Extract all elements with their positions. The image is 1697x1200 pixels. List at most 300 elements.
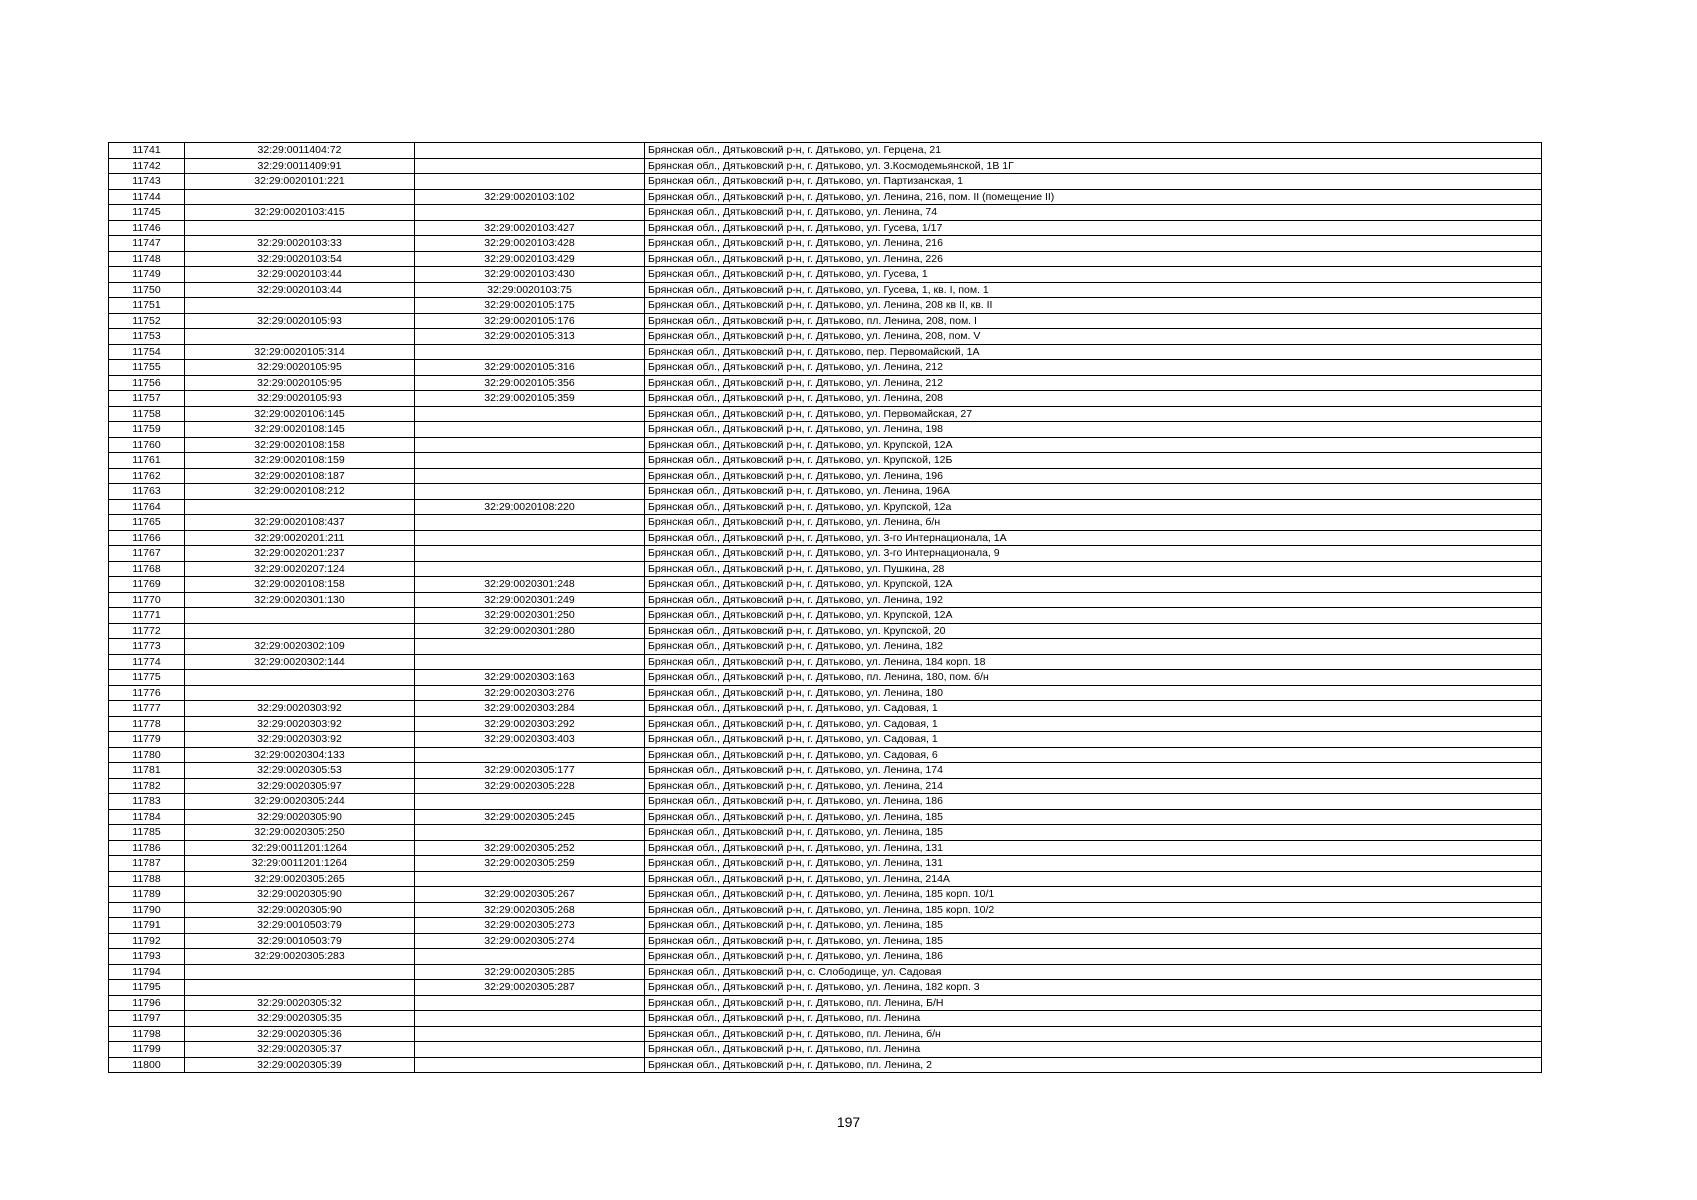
- row-number-cell: 11795: [109, 980, 185, 996]
- table-row: [109, 995, 1542, 1011]
- address-cell: Брянская обл., Дятьковский р-н, г. Дятьково, ул. Ленина, 192: [645, 592, 1542, 608]
- row-number-cell: 11762: [109, 468, 185, 484]
- cadastral-number-cell: 32:29:0020103:415: [185, 205, 415, 221]
- cadastral-number-cell: 32:29:0020305:37: [185, 1042, 415, 1058]
- cadastral-number-cell: 32:29:0020108:187: [185, 468, 415, 484]
- cadastral-number-cell: 32:29:0010503:79: [185, 933, 415, 949]
- cadastral-number-cell: 32:29:0020108:159: [185, 453, 415, 469]
- address-cell: Брянская обл., Дятьковский р-н, г. Дятьково, ул. Ленина, 180: [645, 685, 1542, 701]
- cadastral-number-cell: 32:29:0020105:93: [185, 313, 415, 329]
- related-cadastral-number-cell: 32:29:0020105:175: [415, 298, 645, 314]
- related-cadastral-number-cell: [415, 422, 645, 438]
- table-row: [109, 251, 1542, 267]
- row-number-cell: 11756: [109, 375, 185, 391]
- table-row: [109, 716, 1542, 732]
- related-cadastral-number-cell: 32:29:0020303:276: [415, 685, 645, 701]
- page-number: 197: [836, 1114, 861, 1130]
- table-row: [109, 499, 1542, 515]
- row-number-cell: 11751: [109, 298, 185, 314]
- cadastral-number-cell: 32:29:0020103:44: [185, 282, 415, 298]
- row-number-cell: 11742: [109, 158, 185, 174]
- table-row: [109, 1042, 1542, 1058]
- cadastral-number-cell: 32:29:0020303:92: [185, 732, 415, 748]
- related-cadastral-number-cell: 32:29:0020301:248: [415, 577, 645, 593]
- related-cadastral-number-cell: 32:29:0020103:75: [415, 282, 645, 298]
- address-cell: Брянская обл., Дятьковский р-н, г. Дятьково, ул. Гусева, 1: [645, 267, 1542, 283]
- cadastral-number-cell: [185, 608, 415, 624]
- row-number-cell: 11781: [109, 763, 185, 779]
- table-row: [109, 933, 1542, 949]
- row-number-cell: 11769: [109, 577, 185, 593]
- related-cadastral-number-cell: 32:29:0020301:249: [415, 592, 645, 608]
- table-row: [109, 670, 1542, 686]
- table-row: [109, 391, 1542, 407]
- cadastral-number-cell: 32:29:0020108:158: [185, 437, 415, 453]
- cadastral-number-cell: 32:29:0020305:39: [185, 1057, 415, 1073]
- address-cell: Брянская обл., Дятьковский р-н, г. Дятьково, ул. Ленина, 186: [645, 794, 1542, 810]
- row-number-cell: 11800: [109, 1057, 185, 1073]
- address-cell: Брянская обл., Дятьковский р-н, г. Дятьково, пл. Ленина: [645, 1011, 1542, 1027]
- related-cadastral-number-cell: [415, 143, 645, 159]
- row-number-cell: 11778: [109, 716, 185, 732]
- cadastral-number-cell: 32:29:0020108:158: [185, 577, 415, 593]
- related-cadastral-number-cell: [415, 825, 645, 841]
- table-row: [109, 546, 1542, 562]
- table-row: [109, 747, 1542, 763]
- address-cell: Брянская обл., Дятьковский р-н, г. Дятьково, ул. Крупской, 12А: [645, 437, 1542, 453]
- related-cadastral-number-cell: 32:29:0020305:259: [415, 856, 645, 872]
- table-row: [109, 406, 1542, 422]
- address-cell: Брянская обл., Дятьковский р-н, г. Дятьково, пер. Первомайский, 1А: [645, 344, 1542, 360]
- address-cell: Брянская обл., Дятьковский р-н, г. Дятьково, ул. Ленина, 182: [645, 639, 1542, 655]
- table-row: [109, 453, 1542, 469]
- row-number-cell: 11785: [109, 825, 185, 841]
- row-number-cell: 11788: [109, 871, 185, 887]
- row-number-cell: 11748: [109, 251, 185, 267]
- related-cadastral-number-cell: 32:29:0020108:220: [415, 499, 645, 515]
- row-number-cell: 11798: [109, 1026, 185, 1042]
- related-cadastral-number-cell: [415, 794, 645, 810]
- address-cell: Брянская обл., Дятьковский р-н, г. Дятьково, пл. Ленина, б/н: [645, 1026, 1542, 1042]
- related-cadastral-number-cell: [415, 1057, 645, 1073]
- related-cadastral-number-cell: [415, 344, 645, 360]
- address-cell: Брянская обл., Дятьковский р-н, г. Дятьково, ул. Крупской, 12Б: [645, 453, 1542, 469]
- related-cadastral-number-cell: 32:29:0020305:273: [415, 918, 645, 934]
- row-number-cell: 11763: [109, 484, 185, 500]
- table-row: [109, 1026, 1542, 1042]
- address-cell: Брянская обл., Дятьковский р-н, г. Дятьково, ул. Крупской, 12а: [645, 499, 1542, 515]
- row-number-cell: 11758: [109, 406, 185, 422]
- related-cadastral-number-cell: [415, 468, 645, 484]
- address-cell: Брянская обл., Дятьковский р-н, г. Дятьково, ул. Ленина, 214: [645, 778, 1542, 794]
- related-cadastral-number-cell: 32:29:0020303:292: [415, 716, 645, 732]
- row-number-cell: 11744: [109, 189, 185, 205]
- address-cell: Брянская обл., Дятьковский р-н, г. Дятьково, ул. Ленина, 198: [645, 422, 1542, 438]
- address-cell: Брянская обл., Дятьковский р-н, г. Дятьково, ул. Крупской, 12А: [645, 577, 1542, 593]
- address-cell: Брянская обл., Дятьковский р-н, г. Дятьково, ул. Гусева, 1, кв. I, пом. 1: [645, 282, 1542, 298]
- cadastral-number-cell: [185, 329, 415, 345]
- address-cell: Брянская обл., Дятьковский р-н, г. Дятьково, ул. Ленина, 185: [645, 825, 1542, 841]
- address-cell: Брянская обл., Дятьковский р-н, г. Дятьково, ул. Ленина, 186: [645, 949, 1542, 965]
- related-cadastral-number-cell: 32:29:0020105:316: [415, 360, 645, 376]
- cadastral-number-cell: 32:29:0020105:95: [185, 360, 415, 376]
- row-number-cell: 11776: [109, 685, 185, 701]
- table-row: [109, 468, 1542, 484]
- table-row: [109, 189, 1542, 205]
- row-number-cell: 11764: [109, 499, 185, 515]
- row-number-cell: 11777: [109, 701, 185, 717]
- table-row: [109, 422, 1542, 438]
- cadastral-number-cell: 32:29:0020105:95: [185, 375, 415, 391]
- address-cell: Брянская обл., Дятьковский р-н, г. Дятьково, ул. Крупской, 20: [645, 623, 1542, 639]
- cadastral-number-cell: 32:29:0011404:72: [185, 143, 415, 159]
- row-number-cell: 11749: [109, 267, 185, 283]
- cadastral-number-cell: 32:29:0020108:145: [185, 422, 415, 438]
- cadastral-number-cell: 32:29:0020101:221: [185, 174, 415, 190]
- address-cell: Брянская обл., Дятьковский р-н, г. Дятьково, ул. Садовая, 6: [645, 747, 1542, 763]
- row-number-cell: 11794: [109, 964, 185, 980]
- cadastral-number-cell: 32:29:0011409:91: [185, 158, 415, 174]
- related-cadastral-number-cell: 32:29:0020305:267: [415, 887, 645, 903]
- cadastral-number-cell: [185, 499, 415, 515]
- row-number-cell: 11780: [109, 747, 185, 763]
- related-cadastral-number-cell: 32:29:0020305:268: [415, 902, 645, 918]
- related-cadastral-number-cell: 32:29:0020305:177: [415, 763, 645, 779]
- cadastral-number-cell: 32:29:0020305:283: [185, 949, 415, 965]
- address-cell: Брянская обл., Дятьковский р-н, г. Дятьково, ул. Ленина, 182 корп. 3: [645, 980, 1542, 996]
- row-number-cell: 11761: [109, 453, 185, 469]
- table-row: [109, 267, 1542, 283]
- row-number-cell: 11789: [109, 887, 185, 903]
- cadastral-number-cell: [185, 980, 415, 996]
- row-number-cell: 11753: [109, 329, 185, 345]
- registry-table: [108, 142, 1542, 1073]
- cadastral-number-cell: 32:29:0020305:250: [185, 825, 415, 841]
- row-number-cell: 11783: [109, 794, 185, 810]
- cadastral-number-cell: 32:29:0020201:211: [185, 530, 415, 546]
- row-number-cell: 11784: [109, 809, 185, 825]
- related-cadastral-number-cell: [415, 654, 645, 670]
- address-cell: Брянская обл., Дятьковский р-н, г. Дятьково, ул. Ленина, 74: [645, 205, 1542, 221]
- related-cadastral-number-cell: [415, 871, 645, 887]
- row-number-cell: 11766: [109, 530, 185, 546]
- table-row: [109, 437, 1542, 453]
- address-cell: Брянская обл., Дятьковский р-н, г. Дятьково, ул. Ленина, 214А: [645, 871, 1542, 887]
- address-cell: Брянская обл., Дятьковский р-н, г. Дятьково, ул. Ленина, 196А: [645, 484, 1542, 500]
- row-number-cell: 11793: [109, 949, 185, 965]
- related-cadastral-number-cell: 32:29:0020105:176: [415, 313, 645, 329]
- cadastral-number-cell: [185, 964, 415, 980]
- cadastral-number-cell: [185, 685, 415, 701]
- table-row: [109, 685, 1542, 701]
- table-row: [109, 778, 1542, 794]
- cadastral-number-cell: 32:29:0011201:1264: [185, 856, 415, 872]
- address-cell: Брянская обл., Дятьковский р-н, г. Дятьково, пл. Ленина: [645, 1042, 1542, 1058]
- related-cadastral-number-cell: 32:29:0020103:102: [415, 189, 645, 205]
- related-cadastral-number-cell: [415, 453, 645, 469]
- cadastral-number-cell: [185, 623, 415, 639]
- table-row: [109, 902, 1542, 918]
- address-cell: Брянская обл., Дятьковский р-н, г. Дятьково, ул. Ленина, 208: [645, 391, 1542, 407]
- cadastral-number-cell: 32:29:0020301:130: [185, 592, 415, 608]
- cadastral-number-cell: 32:29:0020302:109: [185, 639, 415, 655]
- related-cadastral-number-cell: [415, 437, 645, 453]
- related-cadastral-number-cell: [415, 1011, 645, 1027]
- row-number-cell: 11786: [109, 840, 185, 856]
- address-cell: Брянская обл., Дятьковский р-н, г. Дятьково, ул. Ленина, 185: [645, 933, 1542, 949]
- row-number-cell: 11772: [109, 623, 185, 639]
- address-cell: Брянская обл., Дятьковский р-н, г. Дятьково, ул. Садовая, 1: [645, 716, 1542, 732]
- table-row: [109, 654, 1542, 670]
- related-cadastral-number-cell: 32:29:0020305:274: [415, 933, 645, 949]
- address-cell: Брянская обл., Дятьковский р-н, г. Дятьково, ул. Ленина, 185 корп. 10/1: [645, 887, 1542, 903]
- table-row: [109, 158, 1542, 174]
- table-row: [109, 577, 1542, 593]
- table-row: [109, 732, 1542, 748]
- table-row: [109, 809, 1542, 825]
- table-row: [109, 949, 1542, 965]
- cadastral-number-cell: 32:29:0010503:79: [185, 918, 415, 934]
- cadastral-number-cell: 32:29:0011201:1264: [185, 840, 415, 856]
- address-cell: Брянская обл., Дятьковский р-н, г. Дятьково, ул. Крупской, 12А: [645, 608, 1542, 624]
- table-row: [109, 220, 1542, 236]
- row-number-cell: 11741: [109, 143, 185, 159]
- table-row: [109, 282, 1542, 298]
- address-cell: Брянская обл., Дятьковский р-н, г. Дятьково, ул. Ленина, 185: [645, 809, 1542, 825]
- address-cell: Брянская обл., Дятьковский р-н, г. Дятьково, ул. Ленина, 196: [645, 468, 1542, 484]
- address-cell: Брянская обл., Дятьковский р-н, г. Дятьково, ул. Ленина, 216: [645, 236, 1542, 252]
- related-cadastral-number-cell: [415, 639, 645, 655]
- address-cell: Брянская обл., Дятьковский р-н, с. Слободище, ул. Садовая: [645, 964, 1542, 980]
- table-row: [109, 980, 1542, 996]
- cadastral-number-cell: 32:29:0020108:212: [185, 484, 415, 500]
- related-cadastral-number-cell: [415, 205, 645, 221]
- related-cadastral-number-cell: 32:29:0020105:359: [415, 391, 645, 407]
- related-cadastral-number-cell: 32:29:0020301:250: [415, 608, 645, 624]
- row-number-cell: 11767: [109, 546, 185, 562]
- table-row: [109, 298, 1542, 314]
- related-cadastral-number-cell: 32:29:0020303:163: [415, 670, 645, 686]
- row-number-cell: 11752: [109, 313, 185, 329]
- related-cadastral-number-cell: 32:29:0020305:245: [415, 809, 645, 825]
- cadastral-number-cell: 32:29:0020305:90: [185, 809, 415, 825]
- table-row: [109, 515, 1542, 531]
- table-row: [109, 856, 1542, 872]
- address-cell: Брянская обл., Дятьковский р-н, г. Дятьково, ул. Ленина, 131: [645, 840, 1542, 856]
- address-cell: Брянская обл., Дятьковский р-н, г. Дятьково, ул. Ленина, 131: [645, 856, 1542, 872]
- related-cadastral-number-cell: 32:29:0020103:428: [415, 236, 645, 252]
- row-number-cell: 11792: [109, 933, 185, 949]
- table-row: [109, 143, 1542, 159]
- related-cadastral-number-cell: [415, 1042, 645, 1058]
- table-row: [109, 561, 1542, 577]
- cadastral-number-cell: 32:29:0020103:44: [185, 267, 415, 283]
- address-cell: Брянская обл., Дятьковский р-н, г. Дятьково, ул. Ленина, 212: [645, 360, 1542, 376]
- row-number-cell: 11787: [109, 856, 185, 872]
- address-cell: Брянская обл., Дятьковский р-н, г. Дятьково, ул. Ленина, 174: [645, 763, 1542, 779]
- row-number-cell: 11775: [109, 670, 185, 686]
- address-cell: Брянская обл., Дятьковский р-н, г. Дятьково, ул. З.Космодемьянской, 1В 1Г: [645, 158, 1542, 174]
- table-row: [109, 918, 1542, 934]
- table-row: [109, 174, 1542, 190]
- table-row: [109, 484, 1542, 500]
- table-row: [109, 592, 1542, 608]
- row-number-cell: 11746: [109, 220, 185, 236]
- related-cadastral-number-cell: [415, 1026, 645, 1042]
- cadastral-number-cell: 32:29:0020305:53: [185, 763, 415, 779]
- table-row: [109, 360, 1542, 376]
- row-number-cell: 11743: [109, 174, 185, 190]
- table-row: [109, 887, 1542, 903]
- table-row: [109, 964, 1542, 980]
- row-number-cell: 11755: [109, 360, 185, 376]
- row-number-cell: 11773: [109, 639, 185, 655]
- row-number-cell: 11745: [109, 205, 185, 221]
- row-number-cell: 11771: [109, 608, 185, 624]
- row-number-cell: 11750: [109, 282, 185, 298]
- row-number-cell: 11782: [109, 778, 185, 794]
- cadastral-number-cell: 32:29:0020305:35: [185, 1011, 415, 1027]
- related-cadastral-number-cell: [415, 546, 645, 562]
- cadastral-number-cell: 32:29:0020305:90: [185, 887, 415, 903]
- cadastral-number-cell: 32:29:0020207:124: [185, 561, 415, 577]
- address-cell: Брянская обл., Дятьковский р-н, г. Дятьково, ул. Ленина, 185 корп. 10/2: [645, 902, 1542, 918]
- related-cadastral-number-cell: 32:29:0020305:287: [415, 980, 645, 996]
- related-cadastral-number-cell: [415, 949, 645, 965]
- cadastral-number-cell: 32:29:0020103:33: [185, 236, 415, 252]
- related-cadastral-number-cell: [415, 747, 645, 763]
- registry-table-body: [109, 143, 1542, 1073]
- table-row: [109, 825, 1542, 841]
- table-row: [109, 1057, 1542, 1073]
- table-row: [109, 840, 1542, 856]
- related-cadastral-number-cell: [415, 406, 645, 422]
- related-cadastral-number-cell: 32:29:0020105:356: [415, 375, 645, 391]
- related-cadastral-number-cell: 32:29:0020301:280: [415, 623, 645, 639]
- row-number-cell: 11770: [109, 592, 185, 608]
- related-cadastral-number-cell: 32:29:0020103:429: [415, 251, 645, 267]
- table-row: [109, 608, 1542, 624]
- address-cell: Брянская обл., Дятьковский р-н, г. Дятьково, ул. Ленина, б/н: [645, 515, 1542, 531]
- cadastral-number-cell: 32:29:0020105:93: [185, 391, 415, 407]
- related-cadastral-number-cell: [415, 995, 645, 1011]
- cadastral-number-cell: 32:29:0020106:145: [185, 406, 415, 422]
- address-cell: Брянская обл., Дятьковский р-н, г. Дятьково, ул. Ленина, 216, пом. II (помещение II): [645, 189, 1542, 205]
- cadastral-number-cell: 32:29:0020105:314: [185, 344, 415, 360]
- address-cell: Брянская обл., Дятьковский р-н, г. Дятьково, пл. Ленина, 180, пом. б/н: [645, 670, 1542, 686]
- related-cadastral-number-cell: 32:29:0020305:228: [415, 778, 645, 794]
- table-row: [109, 871, 1542, 887]
- address-cell: Брянская обл., Дятьковский р-н, г. Дятьково, ул. Ленина, 208, пом. V: [645, 329, 1542, 345]
- cadastral-number-cell: [185, 670, 415, 686]
- related-cadastral-number-cell: [415, 530, 645, 546]
- address-cell: Брянская обл., Дятьковский р-н, г. Дятьково, ул. Ленина, 226: [645, 251, 1542, 267]
- table-row: [109, 623, 1542, 639]
- related-cadastral-number-cell: [415, 174, 645, 190]
- address-cell: Брянская обл., Дятьковский р-н, г. Дятьково, ул. Ленина, 208 кв II, кв. II: [645, 298, 1542, 314]
- cadastral-number-cell: 32:29:0020305:36: [185, 1026, 415, 1042]
- cadastral-number-cell: 32:29:0020305:244: [185, 794, 415, 810]
- row-number-cell: 11779: [109, 732, 185, 748]
- row-number-cell: 11774: [109, 654, 185, 670]
- row-number-cell: 11754: [109, 344, 185, 360]
- address-cell: Брянская обл., Дятьковский р-н, г. Дятьково, пл. Ленина, 2: [645, 1057, 1542, 1073]
- row-number-cell: 11791: [109, 918, 185, 934]
- table-row: [109, 329, 1542, 345]
- row-number-cell: 11757: [109, 391, 185, 407]
- address-cell: Брянская обл., Дятьковский р-н, г. Дятьково, ул. Ленина, 184 корп. 18: [645, 654, 1542, 670]
- cadastral-number-cell: 32:29:0020305:97: [185, 778, 415, 794]
- row-number-cell: 11799: [109, 1042, 185, 1058]
- address-cell: Брянская обл., Дятьковский р-н, г. Дятьково, ул. Партизанская, 1: [645, 174, 1542, 190]
- address-cell: Брянская обл., Дятьковский р-н, г. Дятьково, пл. Ленина, 208, пом. I: [645, 313, 1542, 329]
- row-number-cell: 11760: [109, 437, 185, 453]
- cadastral-number-cell: 32:29:0020305:32: [185, 995, 415, 1011]
- row-number-cell: 11747: [109, 236, 185, 252]
- row-number-cell: 11790: [109, 902, 185, 918]
- cadastral-number-cell: [185, 220, 415, 236]
- related-cadastral-number-cell: 32:29:0020305:285: [415, 964, 645, 980]
- related-cadastral-number-cell: 32:29:0020103:430: [415, 267, 645, 283]
- cadastral-number-cell: [185, 189, 415, 205]
- cadastral-number-cell: 32:29:0020305:265: [185, 871, 415, 887]
- related-cadastral-number-cell: [415, 561, 645, 577]
- table-row: [109, 763, 1542, 779]
- row-number-cell: 11759: [109, 422, 185, 438]
- table-row: [109, 313, 1542, 329]
- address-cell: Брянская обл., Дятьковский р-н, г. Дятьково, ул. Первомайская, 27: [645, 406, 1542, 422]
- related-cadastral-number-cell: 32:29:0020305:252: [415, 840, 645, 856]
- table-row: [109, 701, 1542, 717]
- address-cell: Брянская обл., Дятьковский р-н, г. Дятьково, пл. Ленина, Б/Н: [645, 995, 1542, 1011]
- address-cell: Брянская обл., Дятьковский р-н, г. Дятьково, ул. Ленина, 185: [645, 918, 1542, 934]
- cadastral-number-cell: 32:29:0020302:144: [185, 654, 415, 670]
- cadastral-number-cell: 32:29:0020103:54: [185, 251, 415, 267]
- table-row: [109, 236, 1542, 252]
- address-cell: Брянская обл., Дятьковский р-н, г. Дятьково, ул. Гусева, 1/17: [645, 220, 1542, 236]
- table-row: [109, 344, 1542, 360]
- related-cadastral-number-cell: 32:29:0020303:403: [415, 732, 645, 748]
- row-number-cell: 11768: [109, 561, 185, 577]
- related-cadastral-number-cell: [415, 515, 645, 531]
- related-cadastral-number-cell: 32:29:0020105:313: [415, 329, 645, 345]
- table-row: [109, 639, 1542, 655]
- address-cell: Брянская обл., Дятьковский р-н, г. Дятьково, ул. 3-го Интернационала, 9: [645, 546, 1542, 562]
- address-cell: Брянская обл., Дятьковский р-н, г. Дятьково, ул. 3-го Интернационала, 1А: [645, 530, 1542, 546]
- related-cadastral-number-cell: 32:29:0020103:427: [415, 220, 645, 236]
- table-row: [109, 794, 1542, 810]
- related-cadastral-number-cell: [415, 158, 645, 174]
- cadastral-number-cell: 32:29:0020303:92: [185, 716, 415, 732]
- address-cell: Брянская обл., Дятьковский р-н, г. Дятьково, ул. Герцена, 21: [645, 143, 1542, 159]
- cadastral-number-cell: [185, 298, 415, 314]
- row-number-cell: 11796: [109, 995, 185, 1011]
- cadastral-number-cell: 32:29:0020303:92: [185, 701, 415, 717]
- address-cell: Брянская обл., Дятьковский р-н, г. Дятьково, ул. Садовая, 1: [645, 732, 1542, 748]
- address-cell: Брянская обл., Дятьковский р-н, г. Дятьково, ул. Пушкина, 28: [645, 561, 1542, 577]
- table-row: [109, 205, 1542, 221]
- cadastral-number-cell: 32:29:0020305:90: [185, 902, 415, 918]
- cadastral-number-cell: 32:29:0020304:133: [185, 747, 415, 763]
- row-number-cell: 11797: [109, 1011, 185, 1027]
- related-cadastral-number-cell: [415, 484, 645, 500]
- address-cell: Брянская обл., Дятьковский р-н, г. Дятьково, ул. Ленина, 212: [645, 375, 1542, 391]
- address-cell: Брянская обл., Дятьковский р-н, г. Дятьково, ул. Садовая, 1: [645, 701, 1542, 717]
- table-row: [109, 530, 1542, 546]
- table-row: [109, 375, 1542, 391]
- related-cadastral-number-cell: 32:29:0020303:284: [415, 701, 645, 717]
- table-row: [109, 1011, 1542, 1027]
